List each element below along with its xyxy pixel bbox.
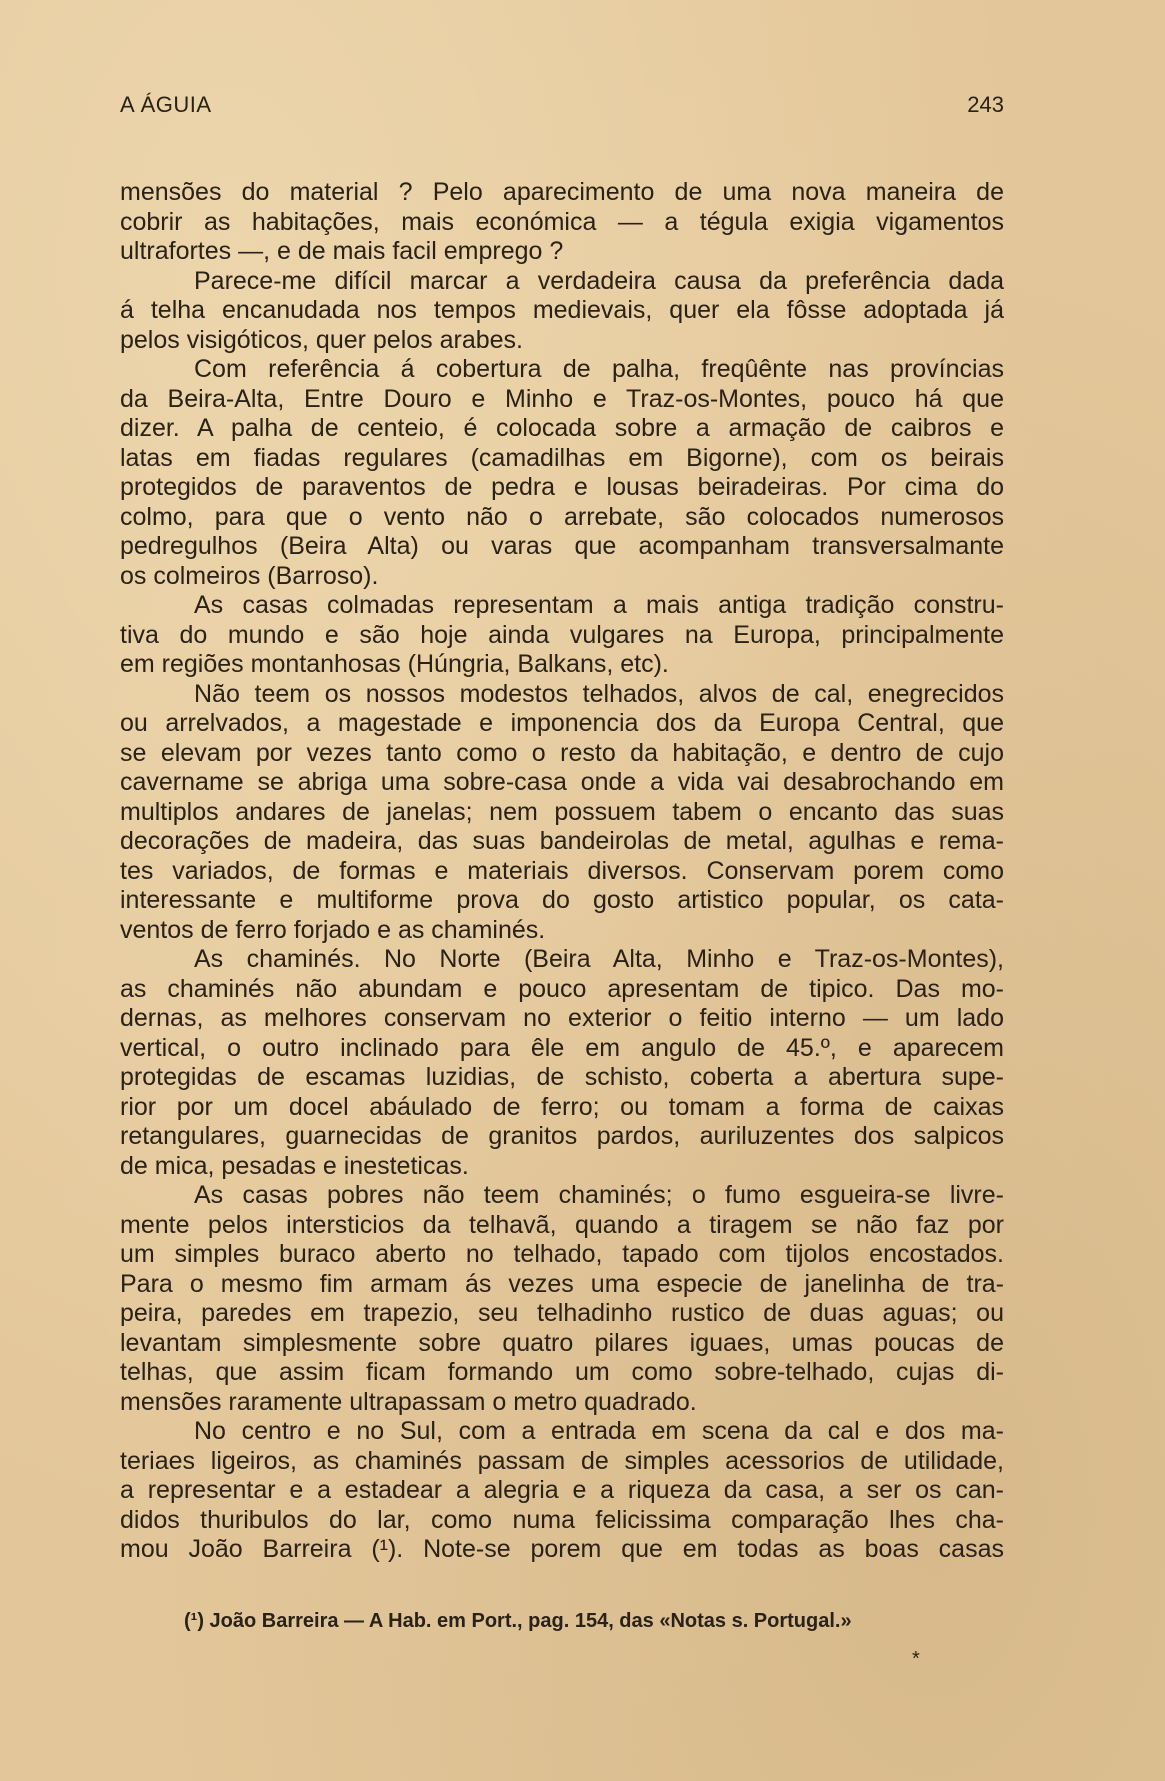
text-line: latas em fiadas regulares (camadilhas em Bigorne), com os beirais xyxy=(120,443,1004,472)
text-line: á telha encanudada nos tempos medievais, quer ela fôsse adoptada já xyxy=(120,296,1004,324)
page-number: 243 xyxy=(967,92,1004,117)
text-line: rior por um docel abáulado de ferro; ou tomam a forma de caixas xyxy=(120,1092,1004,1121)
text-line: um simples buraco aberto no telhado, tapado com tijolos encostados. xyxy=(120,1240,1004,1268)
text-line: teriaes ligeiros, as chaminés passam de simples acessorios de utilidade, xyxy=(120,1446,1004,1475)
text-line: em regiões montanhosas (Húngria, Balkans, etc). xyxy=(120,650,669,678)
text-line: de mica, pesadas e inesteticas. xyxy=(120,1151,469,1180)
text-line: protegidas de escamas luzidias, de schisto, coberta a abertura supe- xyxy=(120,1063,1004,1091)
text-line: ultrafortes —, e de mais facil emprego ? xyxy=(120,237,564,265)
text-line: mou João Barreira (¹). Note-se porem que em todas as boas casas xyxy=(120,1535,1004,1563)
running-title: A ÁGUIA xyxy=(120,92,212,117)
text-line: ventos de ferro forjado e as chaminés. xyxy=(120,915,546,944)
text-line: cavername se abriga uma sobre-casa onde a vida vai desabrochando em xyxy=(120,768,1004,796)
footnote: (¹) João Barreira — A Hab. em Port., pag. 154, das «Notas s. Portugal.» xyxy=(184,1610,852,1632)
text-line: tes variados, de formas e materiais diversos. Conservam porem como xyxy=(120,856,1004,885)
text-line: As casas pobres não teem chaminés; o fumo esgueira-se livre- xyxy=(194,1181,1004,1209)
text-line: peira, paredes em trapezio, seu telhadinho rustico de duas aguas; ou xyxy=(120,1299,1004,1327)
text-line: ou arrelvados, a magestade e imponencia dos da Europa Central, que xyxy=(120,709,1004,737)
text-line: As chaminés. No Norte (Beira Alta, Minho e Traz-os-Montes), xyxy=(194,945,1004,973)
text-line: da Beira-Alta, Entre Douro e Minho e Traz-os-Montes, pouco há que xyxy=(120,384,1004,413)
text-line: levantam simplesmente sobre quatro pilares iguaes, umas poucas de xyxy=(120,1328,1004,1357)
text-line: didos thuribulos do lar, como numa felicissima comparação lhes cha- xyxy=(120,1505,1004,1534)
text-line: pelos visigóticos, quer pelos arabes. xyxy=(120,325,524,354)
text-line: os colmeiros (Barroso). xyxy=(120,561,379,590)
text-line: protegidos de paraventos de pedra e lousas beiradeiras. Por cima do xyxy=(120,473,1004,501)
signature-mark: * xyxy=(912,1648,920,1670)
page-header xyxy=(120,92,1004,124)
text-line: interessante e multiforme prova do gosto artistico popular, os cata- xyxy=(120,886,1004,914)
text-line: retangulares, guarnecidas de granitos pardos, auriluzentes dos salpicos xyxy=(120,1122,1004,1150)
text-line: cobrir as habitações, mais económica — a tégula exigia vigamentos xyxy=(120,207,1004,236)
text-line: mensões do material ? Pelo aparecimento de uma nova maneira de xyxy=(120,178,1004,206)
body-text xyxy=(120,178,1004,1565)
text-line: decorações de madeira, das suas bandeirolas de metal, agulhas e rema- xyxy=(120,827,1004,855)
text-line: se elevam por vezes tanto como o resto da habitação, e dentro de cujo xyxy=(120,738,1004,767)
text-line: pedregulhos (Beira Alta) ou varas que acompanham transversalmante xyxy=(120,532,1004,560)
text-line: mensões raramente ultrapassam o metro quadrado. xyxy=(120,1387,697,1416)
text-line: As casas colmadas representam a mais antiga tradição constru- xyxy=(194,591,1004,619)
text-line: dernas, as melhores conservam no exterior o feitio interno — um lado xyxy=(120,1004,1004,1032)
text-line: telhas, que assim ficam formando um como sobre-telhado, cujas di- xyxy=(120,1358,1004,1386)
text-line: Não teem os nossos modestos telhados, alvos de cal, enegrecidos xyxy=(194,679,1004,708)
text-line: mente pelos intersticios da telhavã, quando a tiragem se não faz por xyxy=(120,1210,1004,1239)
text-line: as chaminés não abundam e pouco apresentam de tipico. Das mo- xyxy=(120,974,1004,1003)
text-line: Para o mesmo fim armam ás vezes uma especie de janelinha de tra- xyxy=(120,1269,1004,1298)
text-line: No centro e no Sul, com a entrada em scena da cal e dos ma- xyxy=(194,1417,1004,1445)
text-line: Parece-me difícil marcar a verdadeira causa da preferência dada xyxy=(194,266,1004,295)
text-line: a representar e a estadear a alegria e a riqueza da casa, a ser os can- xyxy=(120,1476,1004,1504)
text-line: dizer. A palha de centeio, é colocada sobre a armação de caibros e xyxy=(120,414,1004,442)
text-line: tiva do mundo e são hoje ainda vulgares na Europa, principalmente xyxy=(120,620,1004,649)
text-line: colmo, para que o vento não o arrebate, são colocados numerosos xyxy=(120,502,1004,531)
text-line: Com referência á cobertura de palha, freqûênte nas províncias xyxy=(194,355,1004,383)
text-line: vertical, o outro inclinado para êle em angulo de 45.º, e aparecem xyxy=(120,1033,1004,1062)
text-line: multiplos andares de janelas; nem possuem tabem o encanto das suas xyxy=(120,797,1004,826)
